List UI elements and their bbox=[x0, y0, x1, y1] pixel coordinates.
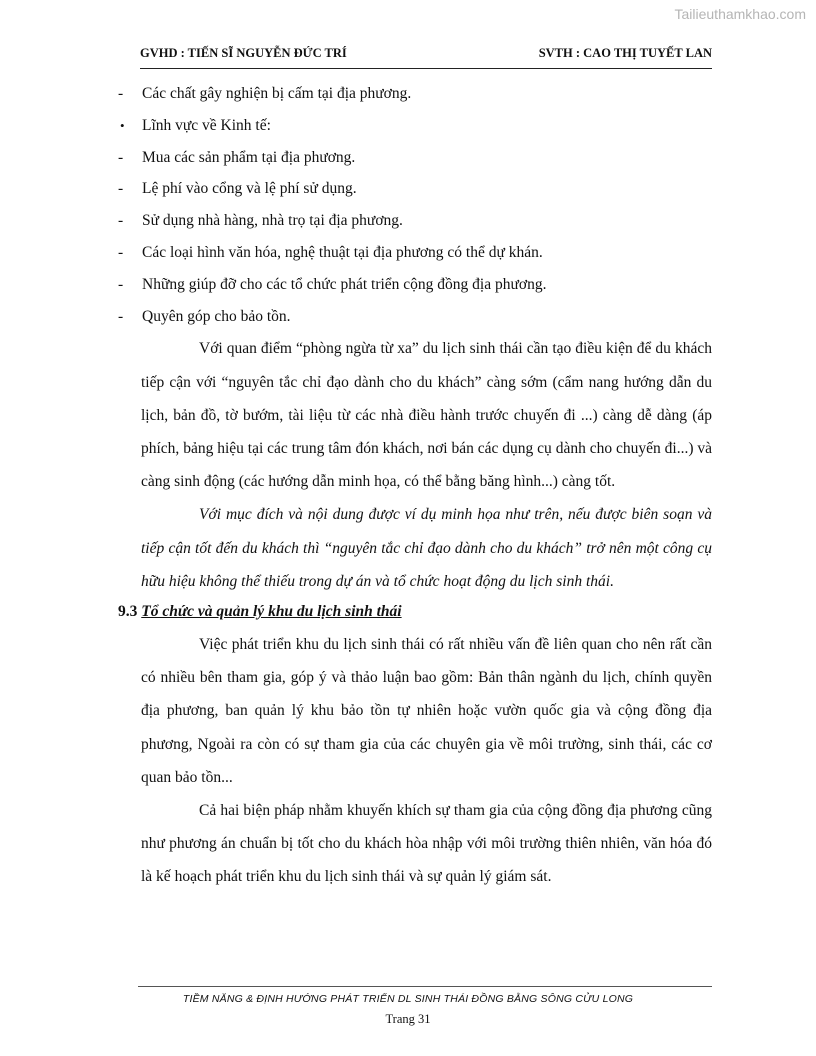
header-divider bbox=[140, 68, 712, 69]
footer-divider bbox=[138, 986, 712, 987]
bullet-marker: • bbox=[120, 117, 125, 133]
list-item bbox=[118, 110, 712, 142]
list-item-text: Mua các sản phẩm tại địa phương. bbox=[142, 148, 356, 166]
page-header bbox=[140, 46, 712, 66]
dash-marker: - bbox=[118, 243, 124, 261]
list-item-text: Lĩnh vực về Kinh tế: bbox=[142, 116, 271, 134]
list-item bbox=[118, 78, 712, 110]
paragraph-development: Việc phát triển khu du lịch sinh thái có rất nhiều vấn đề liên quan cho nên rất cần có nhiều bên tham gia, góp ý và thảo luận bao gồm: Bản thân ngành du lịch, chính quyền địa phương, ban quản lý khu bảo tồn tự nhiên hoặc vườn quốc gia và cộng đồng địa phương, Ngoài ra còn có sự tham gia của các chuyên gia về môi trường, sinh thái, các cơ quan bảo tồn... bbox=[141, 636, 712, 786]
dash-marker: - bbox=[118, 275, 124, 293]
list-item-text: Những giúp đỡ cho các tổ chức phát triển cộng đồng địa phương. bbox=[142, 275, 547, 293]
dash-marker: - bbox=[118, 212, 124, 230]
list-item bbox=[118, 269, 712, 301]
list-item bbox=[118, 301, 712, 333]
dash-marker: - bbox=[118, 85, 124, 102]
header-advisor: GVHD : TIẾN SĨ NGUYỄN ĐỨC TRÍ bbox=[140, 46, 347, 60]
dash-marker: - bbox=[118, 307, 124, 325]
paragraph-guidelines: Với mục đích và nội dung được ví dụ minh họa như trên, nếu được biên soạn và tiếp cận tốt đến du khách thì “nguyên tắc chỉ đạo dành cho du khách” trở nên một công cụ hữu hiệu không thể thiếu trong dự án và tổ chức hoạt động du lịch sinh thái. bbox=[141, 506, 712, 590]
footer-title: TIỀM NĂNG & ĐỊNH HƯỚNG PHÁT TRIỂN DL SINH THÁI ĐỒNG BẰNG SÔNG CỬU LONG bbox=[182, 993, 634, 1005]
list-item-text: Các chất gây nghiện bị cấm tại địa phương. bbox=[142, 85, 412, 102]
page-body bbox=[118, 78, 712, 894]
section-number: 9.3 bbox=[118, 603, 138, 620]
list-item-text: Sử dụng nhà hàng, nhà trọ tại địa phương. bbox=[142, 212, 403, 230]
list-item bbox=[118, 173, 712, 205]
list-item-text: Các loại hình văn hóa, nghệ thuật tại địa phương có thể dự khán. bbox=[142, 243, 543, 261]
paragraph-measures: Cả hai biện pháp nhằm khuyến khích sự tham gia của cộng đồng địa phương cũng như phương án chuẩn bị tốt cho du khách hòa nhập với môi trường thiên nhiên, văn hóa đó là kế hoạch phát triển khu du lịch sinh thái và sự quản lý giám sát. bbox=[141, 802, 712, 886]
section-title: Tổ chức và quản lý khu du lịch sinh thái bbox=[141, 603, 402, 620]
list-item-text: Quyên góp cho bảo tồn. bbox=[142, 307, 291, 325]
list-item bbox=[118, 205, 712, 237]
list-item bbox=[118, 142, 712, 174]
list-item bbox=[118, 237, 712, 269]
dash-marker: - bbox=[118, 148, 124, 166]
watermark: Tailieuthamkhao.com bbox=[674, 6, 806, 22]
list-item-text: Lệ phí vào cổng và lệ phí sử dụng. bbox=[142, 180, 357, 198]
section-heading bbox=[118, 596, 712, 628]
page-number: Trang 31 bbox=[385, 1012, 431, 1026]
paragraph-prevention: Với quan điểm “phòng ngừa từ xa” du lịch sinh thái cần tạo điều kiện để du khách tiếp cận với “nguyên tắc chỉ đạo dành cho du khách” càng sớm (cẩm nang hướng dẫn du lịch, bản đồ, tờ bướm, tài liệu từ các nhà điều hành trước chuyến đi ...) càng dễ dàng (áp phích, bảng hiệu tại các trung tâm đón khách, nơi bán các dụng cụ dành cho chuyến đi...) và càng sinh động (các hướng dẫn minh họa, có thể bằng băng hình...) càng tốt. bbox=[141, 340, 712, 491]
header-student: SVTH : CAO THỊ TUYẾT LAN bbox=[538, 46, 712, 60]
dash-marker: - bbox=[118, 180, 124, 198]
